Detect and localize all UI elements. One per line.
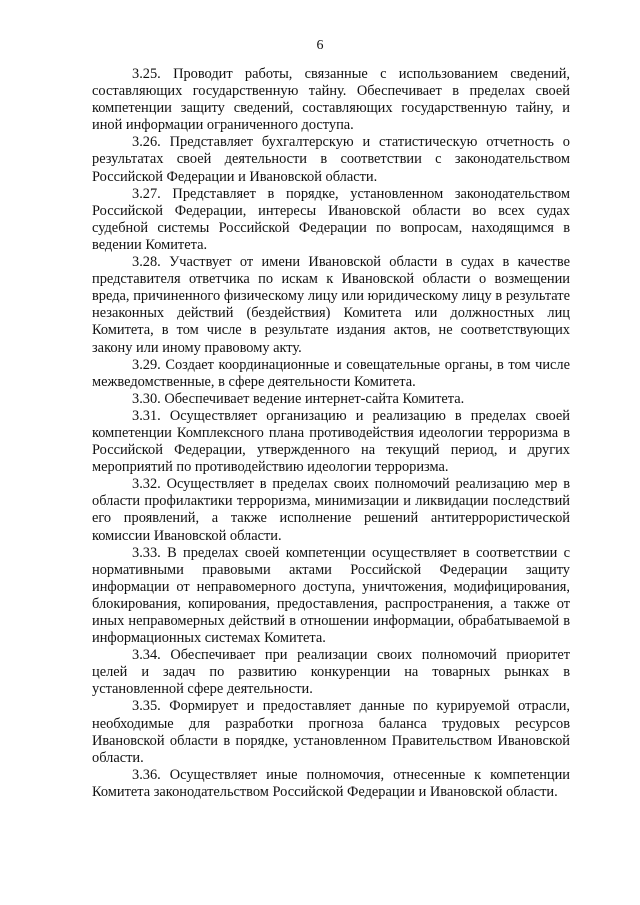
paragraph-3-30: 3.30. Обеспечивает ведение интернет-сайта Комитета. bbox=[132, 390, 465, 407]
paragraph-3-26: 3.26. Представляет бухгалтерскую и статистическую отчетность о результатах своей деятельности в соответствии с законодательством Российской Федерации и Ивановской области. bbox=[92, 134, 570, 185]
paragraph-3-32: 3.32. Осуществляет в пределах своих полномочий реализацию мер в области профилактики терроризма, минимизации и ликвидации последствий его проявлений, а также исполнение решений антитеррористической комиссии Ивановской области. bbox=[92, 476, 570, 544]
paragraph-3-36: 3.36. Осуществляет иные полномочия, отнесенные к компетенции Комитета законодательством Российской Федерации и Ивановской области. bbox=[92, 766, 570, 800]
paragraph-3-27: 3.27. Представляет в порядке, установленном законодательством Российской Федерации, интересы Ивановской области во всех судах судебной системы Российской Федерации по вопросам, находящимся в ведении Комитета. bbox=[92, 185, 570, 253]
page-number: 6 bbox=[316, 38, 324, 53]
paragraph-3-25: 3.25. Проводит работы, связанные с использованием сведений, составляющих государственную тайну. Обеспечивает в пределах своей компетенции защиту сведений, составляющих государственную тайну, и иной информации ограниченного доступа. bbox=[92, 66, 570, 134]
paragraph-3-35: 3.35. Формирует и предоставляет данные по курируемой отрасли, необходимые для разработки прогноза баланса трудовых ресурсов Ивановской области в порядке, установленном Правительством Ивановской области. bbox=[92, 698, 570, 766]
paragraph-3-34: 3.34. Обеспечивает при реализации своих полномочий приоритет целей и задач по развитию конкуренции на товарных рынках в установленной сфере деятельности. bbox=[92, 647, 570, 698]
paragraph-3-33: 3.33. В пределах своей компетенции осуществляет в соответствии с нормативными правовыми актами Российской Федерации защиту информации от неправомерного доступа, уничтожения, модифицирования, блокирования, копирования, предоставления, распространения, а также от иных неправомерных действий в отношении информации, обрабатываемой в информационных системах Комитета. bbox=[92, 544, 570, 647]
document-body bbox=[92, 66, 570, 801]
paragraph-3-28: 3.28. Участвует от имени Ивановской области в судах в качестве представителя ответчика по искам к Ивановской области о возмещении вреда, причиненного физическому лицу или юридическому лицу в результате незаконных действий (бездействия) Комитета или должностных лиц Комитета, в том числе в результате издания актов, не соответствующих закону или иному правовому акту. bbox=[92, 254, 570, 356]
paragraph-3-31: 3.31. Осуществляет организацию и реализацию в пределах своей компетенции Комплексного плана противодействия идеологии терроризма в Российской Федерации, утвержденного на текущий период, и других мероприятий по противодействию идеологии терроризма. bbox=[92, 407, 570, 476]
paragraph-3-29: 3.29. Создает координационные и совещательные органы, в том числе межведомственные, в сфере деятельности Комитета. bbox=[92, 356, 570, 390]
